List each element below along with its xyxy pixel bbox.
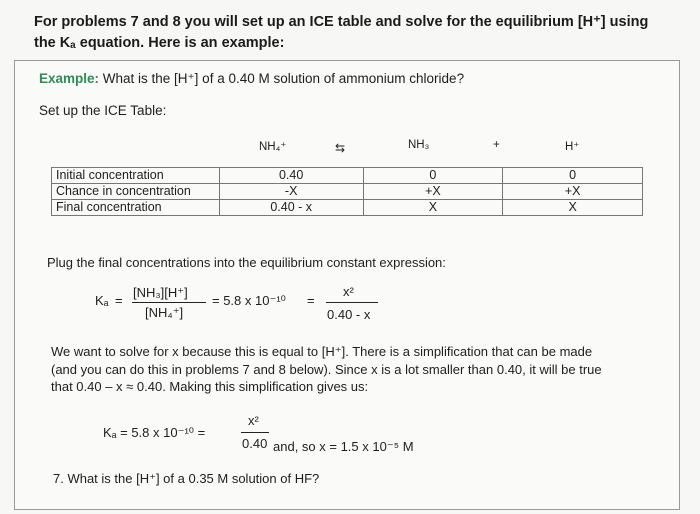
paragraph-line-2: (and you can do this in problems 7 and 8 below). Since x is a lot smaller than 0.40, it will be true	[51, 361, 602, 377]
explanation-paragraph	[51, 343, 641, 396]
example-question	[39, 71, 464, 87]
example-question-text: What is the [H⁺] of a 0.40 M solution of ammonium chloride?	[99, 71, 465, 86]
eq1-numerator: [NH₃][H⁺]	[133, 285, 188, 300]
cell-nh3: X	[363, 200, 503, 216]
cell-h: 0	[503, 168, 643, 184]
question-7: 7. What is the [H⁺] of a 0.35 M solution of HF?	[53, 471, 320, 486]
eq1-denominator-2: 0.40 - x	[327, 307, 371, 322]
cell-h: X	[503, 200, 643, 216]
ka-value: = 5.8 x 10⁻¹⁰	[212, 293, 286, 308]
table-row	[52, 168, 643, 184]
paragraph-line-1: We want to solve for x because this is equal to [H⁺]. There is a simplification that can be made	[51, 344, 593, 359]
instructions-line-2: the Kₐ equation. Here is an example:	[34, 35, 285, 51]
species-h: H⁺	[565, 141, 580, 153]
row-label: Chance in concentration	[52, 184, 220, 200]
table-row	[52, 184, 643, 200]
eq2-denominator: 0.40	[242, 436, 268, 451]
species-nh4: NH₄⁺	[259, 141, 287, 153]
cell-nh3: +X	[363, 184, 503, 200]
solution-result: and, so x = 1.5 x 10⁻⁵ M	[273, 439, 414, 454]
simplified-ka-expression: Kₐ = 5.8 x 10⁻¹⁰ =	[103, 425, 206, 440]
cell-nh4: 0.40	[219, 168, 363, 184]
eq1-denominator: [NH₄⁺]	[145, 305, 184, 320]
table-row	[52, 200, 643, 216]
row-label: Initial concentration	[52, 168, 220, 184]
ice-table	[51, 167, 643, 216]
instructions-heading	[34, 12, 674, 54]
fraction-bar	[326, 302, 378, 303]
fraction-bar	[241, 432, 269, 433]
equals-sign: =	[115, 293, 123, 308]
example-label: Example:	[39, 71, 100, 86]
species-nh3: NH₃	[408, 139, 430, 151]
setup-instruction: Set up the ICE Table:	[39, 103, 167, 118]
cell-h: +X	[503, 184, 643, 200]
eq2-numerator: x²	[248, 413, 259, 428]
row-label: Final concentration	[52, 200, 220, 216]
example-box	[14, 60, 680, 510]
instructions-line-1: For problems 7 and 8 you will set up an ICE table and solve for the equilibrium [H⁺] using	[34, 14, 649, 30]
cell-nh3: 0	[363, 168, 503, 184]
cell-nh4: 0.40 - x	[219, 200, 363, 216]
cell-nh4: -X	[219, 184, 363, 200]
fraction-bar	[132, 302, 206, 303]
plus-sign: +	[493, 139, 500, 151]
ka-symbol: Kₐ	[95, 293, 109, 308]
plug-instruction: Plug the final concentrations into the equilibrium constant expression:	[47, 255, 446, 270]
paragraph-line-3: that 0.40 – x ≈ 0.40. Making this simplification gives us:	[51, 379, 369, 394]
equals-sign: =	[307, 293, 315, 308]
eq1-numerator-2: x²	[343, 284, 354, 299]
equilibrium-arrow-icon: ⇆	[335, 141, 346, 155]
